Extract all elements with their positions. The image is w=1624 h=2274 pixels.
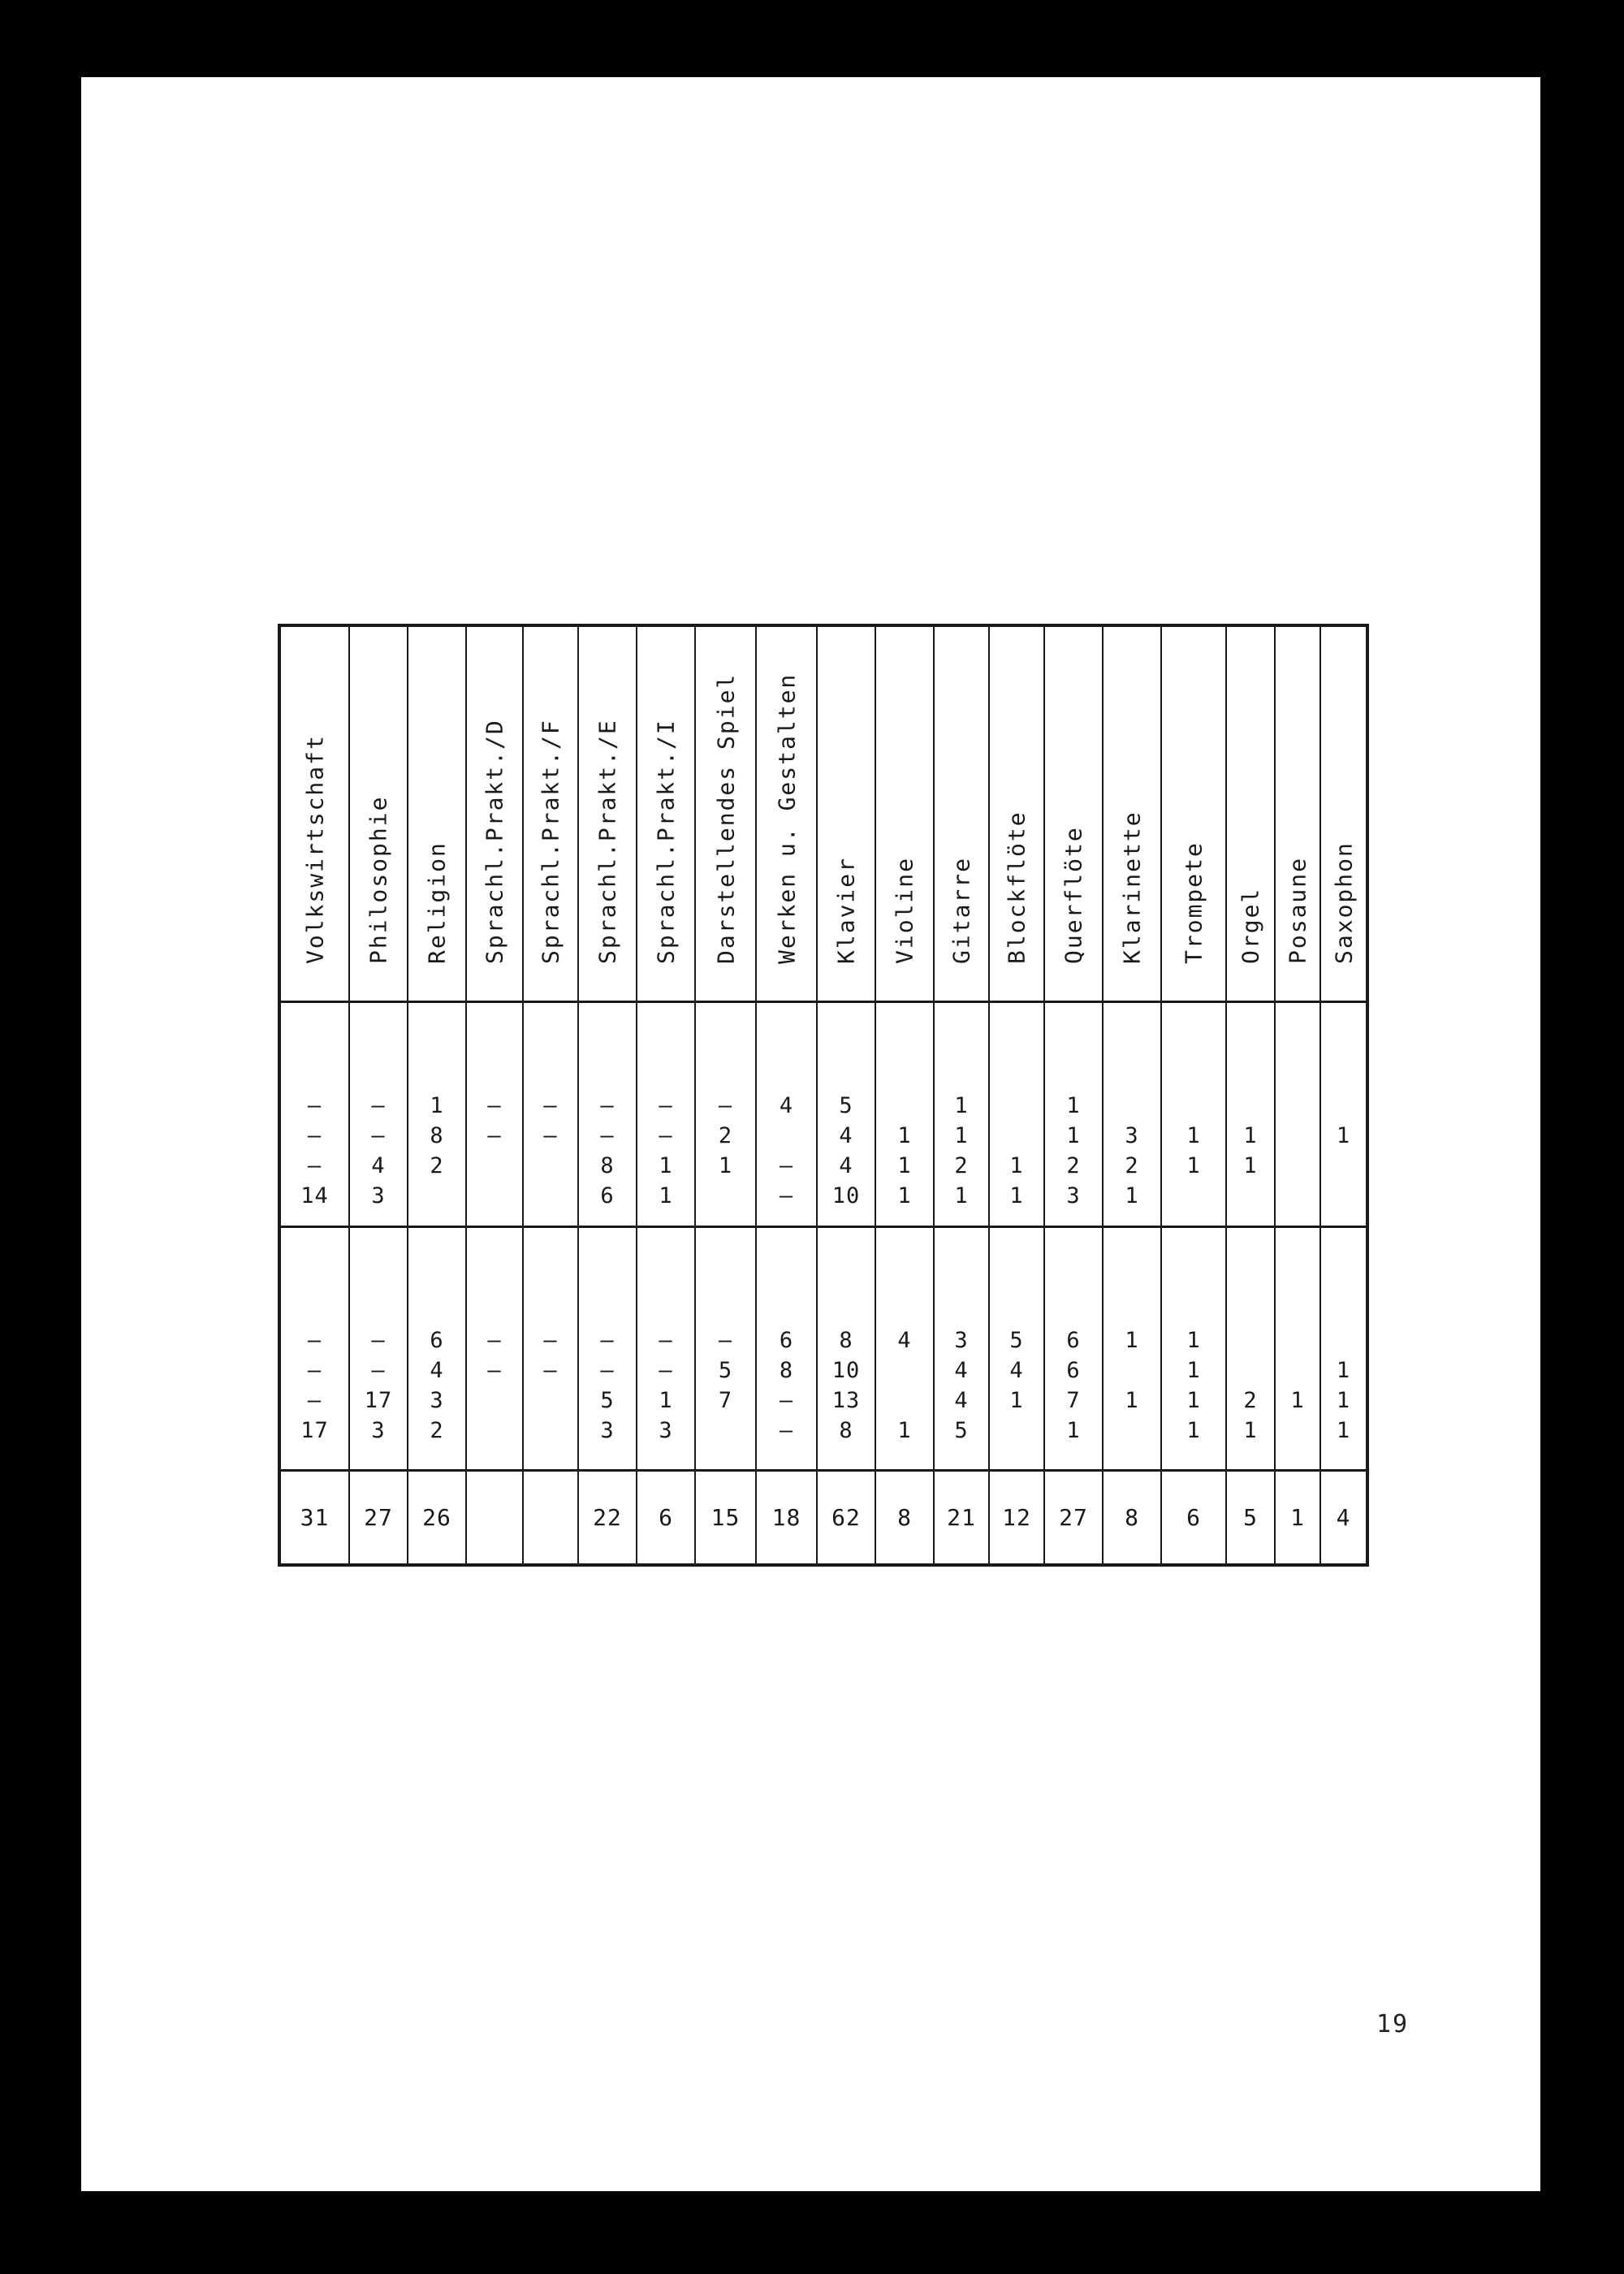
group2-cell (1275, 1227, 1320, 1471)
cell-value: – (600, 1093, 615, 1118)
document-page (81, 77, 1540, 2191)
cell-value: 5 (839, 1093, 853, 1118)
total-cell: 8 (875, 1471, 934, 1566)
cell-value: 8 (430, 1123, 444, 1148)
cell-value: 1 (1009, 1153, 1024, 1178)
group2-cell (1103, 1227, 1161, 1471)
cell-value: 1 (430, 1093, 444, 1118)
group1-cell (1044, 1002, 1103, 1227)
cell-value: – (779, 1418, 794, 1443)
cell-value (1227, 1181, 1274, 1211)
group2-cell (466, 1227, 523, 1471)
cell-value: 1 (659, 1183, 673, 1208)
column-header-label: Orgel (1237, 887, 1264, 964)
cell-value: 1 (954, 1123, 969, 1148)
cell-value: 3 (1125, 1123, 1139, 1148)
cell-value (1321, 1325, 1366, 1355)
column-header (523, 625, 578, 1002)
cell-value: 1 (1336, 1123, 1351, 1148)
group1-cell (408, 1002, 466, 1227)
cell-value: – (718, 1328, 733, 1353)
cell-value: 3 (954, 1328, 969, 1353)
header-row (279, 625, 1367, 1002)
cell-value (467, 1386, 522, 1416)
cell-value: 2 (430, 1153, 444, 1178)
cell-value: 3 (371, 1418, 386, 1443)
cell-value: 3 (600, 1418, 615, 1443)
column-header-label: Blockflöte (1003, 811, 1030, 964)
cell-value: – (779, 1388, 794, 1413)
cell-value (467, 1151, 522, 1181)
cell-value: 2 (1125, 1153, 1139, 1178)
cell-value: – (487, 1093, 502, 1118)
group1-cell (756, 1002, 817, 1227)
cell-value (1227, 1325, 1274, 1355)
column-header-label: Darstellendes Spiel (712, 672, 739, 964)
group1-cell (349, 1002, 408, 1227)
cell-value: 4 (839, 1153, 853, 1178)
total-cell: 15 (695, 1471, 756, 1566)
group1-cell (1226, 1002, 1275, 1227)
cell-value: 1 (1186, 1418, 1201, 1443)
cell-value: – (487, 1328, 502, 1353)
column-header (875, 625, 934, 1002)
group2-cell (1044, 1227, 1103, 1471)
cell-value: – (371, 1328, 386, 1353)
cell-value: 1 (718, 1153, 733, 1178)
cell-value: 1 (1186, 1153, 1201, 1178)
cell-value (524, 1181, 577, 1211)
cell-value: 1 (659, 1388, 673, 1413)
cell-value (1276, 1091, 1320, 1121)
cell-value (876, 1091, 933, 1121)
cell-value (467, 1181, 522, 1211)
cell-value: 5 (600, 1388, 615, 1413)
column-header (637, 625, 695, 1002)
cell-value: 1 (1125, 1328, 1139, 1353)
cell-value: – (307, 1388, 322, 1413)
cell-value: 4 (430, 1358, 444, 1383)
group2-cell (695, 1227, 756, 1471)
total-cell: 31 (279, 1471, 349, 1566)
total-cell: 22 (578, 1471, 637, 1566)
cell-value: 1 (1243, 1123, 1258, 1148)
cell-value (1227, 1091, 1274, 1121)
cell-value (876, 1386, 933, 1416)
group2-cell (279, 1227, 349, 1471)
column-header (466, 625, 523, 1002)
cell-value: – (543, 1358, 558, 1383)
cell-value: 7 (718, 1388, 733, 1413)
column-header-label: Volkswirtschaft (301, 734, 328, 964)
group2-cell (1226, 1227, 1275, 1471)
cell-value: – (659, 1123, 673, 1148)
cell-value: 2 (718, 1123, 733, 1148)
column-header (279, 625, 349, 1002)
cell-value: – (659, 1358, 673, 1383)
cell-value: 1 (1009, 1183, 1024, 1208)
column-header-label: Querflöte (1060, 826, 1087, 964)
cell-value: – (779, 1153, 794, 1178)
cell-value (696, 1181, 755, 1211)
cell-value: 1 (1186, 1388, 1201, 1413)
total-cell: 5 (1226, 1471, 1275, 1566)
column-header-label: Religion (423, 841, 451, 964)
cell-value (696, 1416, 755, 1446)
cell-value (408, 1181, 465, 1211)
column-header (1103, 625, 1161, 1002)
group2-row (279, 1227, 1367, 1471)
cell-value (1227, 1355, 1274, 1386)
cell-value: 8 (839, 1418, 853, 1443)
column-header (989, 625, 1044, 1002)
cell-value (990, 1416, 1043, 1446)
cell-value: 2 (954, 1153, 969, 1178)
cell-value: 10 (831, 1183, 861, 1208)
cell-value (524, 1416, 577, 1446)
column-header-label: Werken u. Gestalten (773, 672, 800, 964)
cell-value: 6 (600, 1183, 615, 1208)
cell-value: 6 (1066, 1328, 1081, 1353)
cell-value: – (543, 1328, 558, 1353)
total-cell: 21 (934, 1471, 989, 1566)
cell-value (990, 1091, 1043, 1121)
total-row (279, 1471, 1367, 1566)
cell-value: – (371, 1123, 386, 1148)
cell-value: – (307, 1093, 322, 1118)
cell-value: 1 (954, 1093, 969, 1118)
column-header (408, 625, 466, 1002)
cell-value (1321, 1181, 1366, 1211)
group1-cell (637, 1002, 695, 1227)
cell-value: – (718, 1093, 733, 1118)
group2-cell (637, 1227, 695, 1471)
cell-value: 1 (659, 1153, 673, 1178)
cell-value: 1 (1186, 1358, 1201, 1383)
column-header (1161, 625, 1226, 1002)
cell-value: 1 (1186, 1123, 1201, 1148)
cell-value: 2 (1066, 1153, 1081, 1178)
cell-value: 1 (1336, 1388, 1351, 1413)
group1-cell (1320, 1002, 1367, 1227)
cell-value: – (600, 1123, 615, 1148)
column-header-label: Trompete (1180, 841, 1207, 964)
cell-value: 1 (954, 1183, 969, 1208)
cell-value: 8 (779, 1358, 794, 1383)
cell-value: 14 (300, 1183, 329, 1208)
cell-value (1276, 1151, 1320, 1181)
cell-value (1276, 1325, 1320, 1355)
group1-cell (1103, 1002, 1161, 1227)
cell-value: 2 (1243, 1388, 1258, 1413)
cell-value (524, 1151, 577, 1181)
cell-value: 5 (718, 1358, 733, 1383)
cell-value: 3 (1066, 1183, 1081, 1208)
column-header (349, 625, 408, 1002)
cell-value (467, 1416, 522, 1446)
cell-value: 4 (839, 1123, 853, 1148)
group2-cell (875, 1227, 934, 1471)
cell-value: 4 (371, 1153, 386, 1178)
group1-cell (279, 1002, 349, 1227)
column-header (1320, 625, 1367, 1002)
cell-value (1276, 1416, 1320, 1446)
group1-cell (989, 1002, 1044, 1227)
total-cell: 6 (1161, 1471, 1226, 1566)
column-header (695, 625, 756, 1002)
group1-cell (1275, 1002, 1320, 1227)
statistics-table (278, 624, 1369, 1567)
cell-value: – (543, 1093, 558, 1118)
cell-value: 1 (897, 1153, 912, 1178)
group1-cell (523, 1002, 578, 1227)
total-cell (523, 1471, 578, 1566)
group2-cell (934, 1227, 989, 1471)
cell-value: 1 (897, 1418, 912, 1443)
cell-value: 3 (430, 1388, 444, 1413)
cell-value: 1 (1336, 1418, 1351, 1443)
cell-value (1276, 1355, 1320, 1386)
column-header-label: Saxophon (1330, 841, 1357, 964)
column-header-label: Gitarre (948, 856, 975, 964)
cell-value: 13 (831, 1388, 861, 1413)
group2-cell (1161, 1227, 1226, 1471)
cell-value: 8 (600, 1153, 615, 1178)
column-header-label: Sprachl.Prakt./F (537, 719, 564, 964)
cell-value: – (600, 1358, 615, 1383)
cell-value: 1 (1336, 1358, 1351, 1383)
cell-value: 4 (1009, 1358, 1024, 1383)
group1-cell (817, 1002, 875, 1227)
column-header-label: Philosophie (365, 795, 392, 964)
cell-value: 2 (430, 1418, 444, 1443)
column-header-label: Sprachl.Prakt./D (481, 719, 508, 964)
cell-value: – (307, 1328, 322, 1353)
cell-value: 3 (371, 1183, 386, 1208)
cell-value: 1 (1066, 1418, 1081, 1443)
column-header (1044, 625, 1103, 1002)
cell-value: 10 (831, 1358, 861, 1383)
cell-value: 17 (300, 1418, 329, 1443)
cell-value: – (600, 1328, 615, 1353)
cell-value: 1 (1009, 1388, 1024, 1413)
cell-value: 4 (954, 1358, 969, 1383)
column-header (756, 625, 817, 1002)
total-cell: 18 (756, 1471, 817, 1566)
cell-value (1104, 1416, 1160, 1446)
cell-value: 1 (897, 1123, 912, 1148)
total-cell: 8 (1103, 1471, 1161, 1566)
cell-value: – (543, 1123, 558, 1148)
group1-cell (578, 1002, 637, 1227)
cell-value: 1 (1186, 1328, 1201, 1353)
cell-value: 1 (1243, 1418, 1258, 1443)
column-header (934, 625, 989, 1002)
cell-value: 1 (1125, 1183, 1139, 1208)
column-header (578, 625, 637, 1002)
cell-value: 1 (1243, 1153, 1258, 1178)
total-cell: 4 (1320, 1471, 1367, 1566)
group1-cell (466, 1002, 523, 1227)
cell-value: 5 (1009, 1328, 1024, 1353)
cell-value: – (487, 1358, 502, 1383)
column-header-label: Klavier (832, 856, 860, 964)
cell-value (1321, 1091, 1366, 1121)
group1-cell (1161, 1002, 1226, 1227)
cell-value (757, 1121, 816, 1151)
total-cell: 27 (1044, 1471, 1103, 1566)
cell-value (1276, 1121, 1320, 1151)
cell-value: 17 (364, 1388, 393, 1413)
cell-value: 1 (1125, 1388, 1139, 1413)
group1-cell (934, 1002, 989, 1227)
total-cell: 1 (1275, 1471, 1320, 1566)
cell-value (990, 1121, 1043, 1151)
group2-cell (1320, 1227, 1367, 1471)
group2-cell (989, 1227, 1044, 1471)
total-cell (466, 1471, 523, 1566)
cell-value: 6 (430, 1328, 444, 1353)
cell-value (1162, 1181, 1225, 1211)
group2-cell (523, 1227, 578, 1471)
total-cell: 27 (349, 1471, 408, 1566)
column-header-label: Klarinette (1118, 811, 1146, 964)
group1-row (279, 1002, 1367, 1227)
column-header-label: Sprachl.Prakt./E (594, 719, 621, 964)
cell-value: 4 (897, 1328, 912, 1353)
group2-cell (756, 1227, 817, 1471)
cell-value: 1 (1066, 1123, 1081, 1148)
cell-value (1321, 1151, 1366, 1181)
group2-cell (349, 1227, 408, 1471)
cell-value (1162, 1091, 1225, 1121)
cell-value: – (659, 1093, 673, 1118)
cell-value: – (307, 1358, 322, 1383)
cell-value: – (371, 1358, 386, 1383)
cell-value: 8 (839, 1328, 853, 1353)
cell-value (876, 1355, 933, 1386)
cell-value: – (659, 1328, 673, 1353)
page-number: 19 (1376, 2010, 1410, 2038)
cell-value: 7 (1066, 1388, 1081, 1413)
total-cell: 26 (408, 1471, 466, 1566)
group2-cell (408, 1227, 466, 1471)
cell-value (1276, 1181, 1320, 1211)
column-header (1226, 625, 1275, 1002)
group1-cell (875, 1002, 934, 1227)
cell-value: 6 (1066, 1358, 1081, 1383)
cell-value (524, 1386, 577, 1416)
cell-value (1104, 1355, 1160, 1386)
cell-value: 1 (1066, 1093, 1081, 1118)
group1-cell (695, 1002, 756, 1227)
cell-value: – (779, 1183, 794, 1208)
total-cell: 12 (989, 1471, 1044, 1566)
cell-value: 1 (1290, 1388, 1305, 1413)
column-header-label: Violine (891, 856, 918, 964)
column-header (817, 625, 875, 1002)
column-header-label: Posaune (1284, 856, 1311, 964)
cell-value: – (307, 1153, 322, 1178)
cell-value: 4 (779, 1093, 794, 1118)
total-cell: 62 (817, 1471, 875, 1566)
cell-value: 3 (659, 1418, 673, 1443)
cell-value: – (307, 1123, 322, 1148)
group2-cell (817, 1227, 875, 1471)
cell-value: 6 (779, 1328, 794, 1353)
column-header-label: Sprachl.Prakt./I (652, 719, 680, 964)
cell-value: – (371, 1093, 386, 1118)
cell-value: 1 (897, 1183, 912, 1208)
total-cell: 6 (637, 1471, 695, 1566)
cell-value: 5 (954, 1418, 969, 1443)
group2-cell (578, 1227, 637, 1471)
cell-value (1104, 1091, 1160, 1121)
cell-value: – (487, 1123, 502, 1148)
cell-value: 4 (954, 1388, 969, 1413)
column-header (1275, 625, 1320, 1002)
